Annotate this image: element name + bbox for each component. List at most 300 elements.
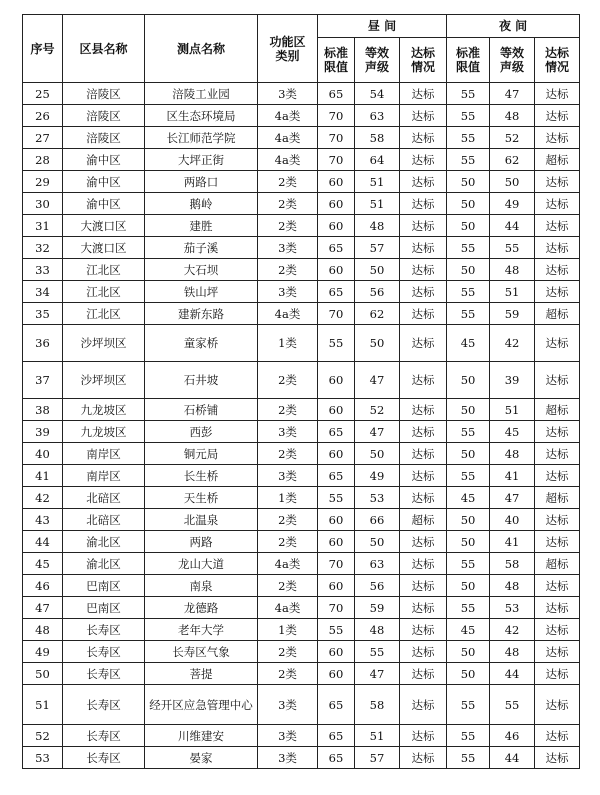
zone-cell: 4a类 — [258, 597, 318, 619]
site-cell: 两路 — [145, 531, 258, 553]
day-status-cell: 达标 — [400, 663, 447, 685]
night-leq-cell: 48 — [490, 259, 535, 281]
site-cell: 两路口 — [145, 171, 258, 193]
district-cell: 渝北区 — [63, 553, 145, 575]
day-status-cell: 达标 — [400, 303, 447, 325]
site-cell: 童家桥 — [145, 325, 258, 362]
header-day-limit — [318, 38, 355, 83]
night-leq-cell: 44 — [490, 747, 535, 769]
district-cell: 沙坪坝区 — [63, 362, 145, 399]
night-leq-cell: 44 — [490, 663, 535, 685]
night-status-cell: 达标 — [535, 747, 580, 769]
day-limit-cell: 60 — [318, 531, 355, 553]
day-status-cell: 达标 — [400, 83, 447, 105]
site-cell: 石桥铺 — [145, 399, 258, 421]
night-leq-cell: 40 — [490, 509, 535, 531]
district-cell: 涪陵区 — [63, 127, 145, 149]
table-row — [23, 641, 580, 663]
header-night-leq-line2: 声级 — [500, 60, 525, 74]
header-func-zone-line1: 功能区 — [269, 34, 306, 49]
district-cell: 南岸区 — [63, 465, 145, 487]
zone-cell: 2类 — [258, 663, 318, 685]
night-limit-cell: 55 — [447, 149, 490, 171]
night-status-cell: 达标 — [535, 725, 580, 747]
night-status-cell: 达标 — [535, 193, 580, 215]
site-cell: 铁山坪 — [145, 281, 258, 303]
night-status-cell: 达标 — [535, 83, 580, 105]
night-status-cell: 达标 — [535, 127, 580, 149]
table-row — [23, 193, 580, 215]
seq-cell: 43 — [23, 509, 63, 531]
day-status-cell: 达标 — [400, 685, 447, 725]
district-cell: 南岸区 — [63, 443, 145, 465]
day-limit-cell: 60 — [318, 399, 355, 421]
header-day-status — [400, 38, 447, 83]
header-night: 夜 间 — [447, 15, 580, 38]
seq-cell: 49 — [23, 641, 63, 663]
day-leq-cell: 50 — [355, 531, 400, 553]
day-leq-cell: 63 — [355, 105, 400, 127]
night-limit-cell: 55 — [447, 725, 490, 747]
site-cell: 西彭 — [145, 421, 258, 443]
seq-cell: 27 — [23, 127, 63, 149]
header-site: 测点名称 — [145, 15, 258, 83]
site-cell: 龙德路 — [145, 597, 258, 619]
table-row — [23, 663, 580, 685]
site-cell: 经开区应急管理中心 — [145, 685, 258, 725]
day-status-cell: 达标 — [400, 149, 447, 171]
zone-cell: 3类 — [258, 237, 318, 259]
night-limit-cell: 55 — [447, 237, 490, 259]
night-status-cell: 达标 — [535, 421, 580, 443]
day-limit-cell: 70 — [318, 105, 355, 127]
district-cell: 江北区 — [63, 303, 145, 325]
site-cell: 大石坝 — [145, 259, 258, 281]
night-leq-cell: 53 — [490, 597, 535, 619]
site-cell: 川维建安 — [145, 725, 258, 747]
seq-cell: 26 — [23, 105, 63, 127]
night-status-cell: 超标 — [535, 553, 580, 575]
day-limit-cell: 55 — [318, 487, 355, 509]
day-leq-cell: 47 — [355, 362, 400, 399]
zone-cell: 3类 — [258, 725, 318, 747]
night-limit-cell: 55 — [447, 83, 490, 105]
header-seq: 序号 — [23, 15, 63, 83]
day-limit-cell: 65 — [318, 281, 355, 303]
night-limit-cell: 55 — [447, 127, 490, 149]
day-limit-cell: 55 — [318, 325, 355, 362]
day-leq-cell: 54 — [355, 83, 400, 105]
header-day-status-line1: 达标 — [411, 46, 436, 60]
district-cell: 江北区 — [63, 281, 145, 303]
site-cell: 铜元局 — [145, 443, 258, 465]
day-status-cell: 达标 — [400, 215, 447, 237]
seq-cell: 46 — [23, 575, 63, 597]
table-row — [23, 597, 580, 619]
day-limit-cell: 70 — [318, 303, 355, 325]
header-row-top — [23, 15, 580, 38]
day-limit-cell: 65 — [318, 237, 355, 259]
day-leq-cell: 66 — [355, 509, 400, 531]
day-leq-cell: 57 — [355, 237, 400, 259]
night-status-cell: 超标 — [535, 399, 580, 421]
header-night-leq-line1: 等效 — [500, 46, 525, 60]
night-status-cell: 达标 — [535, 685, 580, 725]
night-status-cell: 达标 — [535, 281, 580, 303]
seq-cell: 51 — [23, 685, 63, 725]
table-row — [23, 237, 580, 259]
night-status-cell: 达标 — [535, 259, 580, 281]
zone-cell: 2类 — [258, 509, 318, 531]
district-cell: 长寿区 — [63, 747, 145, 769]
day-status-cell: 达标 — [400, 465, 447, 487]
day-limit-cell: 70 — [318, 553, 355, 575]
seq-cell: 37 — [23, 362, 63, 399]
seq-cell: 29 — [23, 171, 63, 193]
night-leq-cell: 39 — [490, 362, 535, 399]
seq-cell: 52 — [23, 725, 63, 747]
day-status-cell: 达标 — [400, 281, 447, 303]
header-func-zone-line2: 类别 — [275, 48, 300, 63]
day-status-cell: 超标 — [400, 509, 447, 531]
site-cell: 石井坡 — [145, 362, 258, 399]
day-limit-cell: 60 — [318, 259, 355, 281]
site-cell: 建新东路 — [145, 303, 258, 325]
district-cell: 长寿区 — [63, 663, 145, 685]
night-limit-cell: 55 — [447, 465, 490, 487]
night-leq-cell: 41 — [490, 531, 535, 553]
night-limit-cell: 50 — [447, 399, 490, 421]
day-status-cell: 达标 — [400, 171, 447, 193]
header-night-limit-line2: 限值 — [456, 60, 481, 74]
zone-cell: 4a类 — [258, 105, 318, 127]
day-leq-cell: 48 — [355, 215, 400, 237]
day-leq-cell: 58 — [355, 127, 400, 149]
day-status-cell: 达标 — [400, 237, 447, 259]
table-row — [23, 685, 580, 725]
night-status-cell: 达标 — [535, 575, 580, 597]
seq-cell: 42 — [23, 487, 63, 509]
site-cell: 北温泉 — [145, 509, 258, 531]
zone-cell: 3类 — [258, 465, 318, 487]
header-night-limit-line1: 标准 — [456, 46, 481, 60]
zone-cell: 3类 — [258, 685, 318, 725]
table-row — [23, 171, 580, 193]
night-leq-cell: 42 — [490, 619, 535, 641]
day-leq-cell: 58 — [355, 685, 400, 725]
day-status-cell: 达标 — [400, 641, 447, 663]
zone-cell: 2类 — [258, 259, 318, 281]
night-status-cell: 达标 — [535, 325, 580, 362]
table-row — [23, 725, 580, 747]
site-cell: 涪陵工业园 — [145, 83, 258, 105]
night-leq-cell: 51 — [490, 399, 535, 421]
day-leq-cell: 59 — [355, 597, 400, 619]
day-limit-cell: 60 — [318, 443, 355, 465]
night-status-cell: 达标 — [535, 597, 580, 619]
table-row — [23, 487, 580, 509]
day-status-cell: 达标 — [400, 597, 447, 619]
seq-cell: 39 — [23, 421, 63, 443]
day-limit-cell: 60 — [318, 193, 355, 215]
district-cell: 北碚区 — [63, 509, 145, 531]
seq-cell: 32 — [23, 237, 63, 259]
district-cell: 涪陵区 — [63, 83, 145, 105]
night-status-cell: 达标 — [535, 215, 580, 237]
seq-cell: 47 — [23, 597, 63, 619]
day-leq-cell: 56 — [355, 281, 400, 303]
night-leq-cell: 58 — [490, 553, 535, 575]
day-status-cell: 达标 — [400, 487, 447, 509]
seq-cell: 41 — [23, 465, 63, 487]
header-day-limit-line2: 限值 — [323, 60, 348, 74]
night-leq-cell: 62 — [490, 149, 535, 171]
table-row — [23, 149, 580, 171]
night-leq-cell: 50 — [490, 171, 535, 193]
night-limit-cell: 50 — [447, 171, 490, 193]
night-limit-cell: 50 — [447, 663, 490, 685]
day-limit-cell: 60 — [318, 575, 355, 597]
district-cell: 沙坪坝区 — [63, 325, 145, 362]
seq-cell: 45 — [23, 553, 63, 575]
site-cell: 南泉 — [145, 575, 258, 597]
site-cell: 晏家 — [145, 747, 258, 769]
district-cell: 巴南区 — [63, 575, 145, 597]
day-leq-cell: 51 — [355, 171, 400, 193]
header-night-status — [535, 38, 580, 83]
day-status-cell: 达标 — [400, 362, 447, 399]
table-row — [23, 443, 580, 465]
day-leq-cell: 51 — [355, 193, 400, 215]
day-status-cell: 达标 — [400, 747, 447, 769]
header-day-status-line2: 情况 — [411, 60, 436, 74]
day-limit-cell: 60 — [318, 171, 355, 193]
day-limit-cell: 55 — [318, 619, 355, 641]
table-row — [23, 83, 580, 105]
night-limit-cell: 55 — [447, 597, 490, 619]
night-limit-cell: 45 — [447, 619, 490, 641]
header-night-status-line1: 达标 — [545, 46, 570, 60]
night-leq-cell: 47 — [490, 83, 535, 105]
table-body — [23, 83, 580, 769]
day-limit-cell: 65 — [318, 421, 355, 443]
seq-cell: 25 — [23, 83, 63, 105]
day-leq-cell: 57 — [355, 747, 400, 769]
day-status-cell: 达标 — [400, 193, 447, 215]
day-leq-cell: 63 — [355, 553, 400, 575]
night-limit-cell: 50 — [447, 215, 490, 237]
table-row — [23, 509, 580, 531]
day-status-cell: 达标 — [400, 421, 447, 443]
seq-cell: 30 — [23, 193, 63, 215]
day-leq-cell: 50 — [355, 325, 400, 362]
night-limit-cell: 55 — [447, 421, 490, 443]
day-status-cell: 达标 — [400, 531, 447, 553]
table-row — [23, 325, 580, 362]
day-leq-cell: 50 — [355, 443, 400, 465]
district-cell: 长寿区 — [63, 725, 145, 747]
night-leq-cell: 46 — [490, 725, 535, 747]
night-leq-cell: 47 — [490, 487, 535, 509]
table-row — [23, 281, 580, 303]
zone-cell: 3类 — [258, 747, 318, 769]
day-leq-cell: 62 — [355, 303, 400, 325]
site-cell: 老年大学 — [145, 619, 258, 641]
site-cell: 大坪正街 — [145, 149, 258, 171]
table-row — [23, 575, 580, 597]
day-status-cell: 达标 — [400, 399, 447, 421]
seq-cell: 31 — [23, 215, 63, 237]
seq-cell: 53 — [23, 747, 63, 769]
day-limit-cell: 70 — [318, 149, 355, 171]
night-status-cell: 达标 — [535, 105, 580, 127]
seq-cell: 35 — [23, 303, 63, 325]
night-leq-cell: 59 — [490, 303, 535, 325]
zone-cell: 4a类 — [258, 303, 318, 325]
site-cell: 龙山大道 — [145, 553, 258, 575]
day-leq-cell: 49 — [355, 465, 400, 487]
day-status-cell: 达标 — [400, 553, 447, 575]
day-leq-cell: 55 — [355, 641, 400, 663]
day-leq-cell: 50 — [355, 259, 400, 281]
day-limit-cell: 60 — [318, 641, 355, 663]
district-cell: 九龙坡区 — [63, 421, 145, 443]
day-limit-cell: 60 — [318, 663, 355, 685]
night-leq-cell: 49 — [490, 193, 535, 215]
seq-cell: 34 — [23, 281, 63, 303]
noise-monitoring-table — [22, 14, 580, 769]
district-cell: 渝中区 — [63, 149, 145, 171]
zone-cell: 2类 — [258, 362, 318, 399]
district-cell: 渝北区 — [63, 531, 145, 553]
zone-cell: 4a类 — [258, 553, 318, 575]
zone-cell: 2类 — [258, 531, 318, 553]
site-cell: 鹅岭 — [145, 193, 258, 215]
night-limit-cell: 50 — [447, 531, 490, 553]
night-limit-cell: 50 — [447, 641, 490, 663]
district-cell: 北碚区 — [63, 487, 145, 509]
night-status-cell: 达标 — [535, 443, 580, 465]
table-row — [23, 105, 580, 127]
night-limit-cell: 50 — [447, 509, 490, 531]
night-limit-cell: 50 — [447, 259, 490, 281]
day-leq-cell: 51 — [355, 725, 400, 747]
header-func-zone — [258, 15, 318, 83]
night-status-cell: 超标 — [535, 303, 580, 325]
zone-cell: 1类 — [258, 325, 318, 362]
header-night-limit — [447, 38, 490, 83]
district-cell: 渝中区 — [63, 193, 145, 215]
district-cell: 长寿区 — [63, 685, 145, 725]
day-limit-cell: 70 — [318, 597, 355, 619]
table-row — [23, 215, 580, 237]
day-leq-cell: 52 — [355, 399, 400, 421]
zone-cell: 2类 — [258, 443, 318, 465]
table-row — [23, 259, 580, 281]
site-cell: 菩提 — [145, 663, 258, 685]
district-cell: 九龙坡区 — [63, 399, 145, 421]
night-leq-cell: 48 — [490, 443, 535, 465]
site-cell: 长寿区气象 — [145, 641, 258, 663]
night-limit-cell: 45 — [447, 487, 490, 509]
night-limit-cell: 45 — [447, 325, 490, 362]
day-status-cell: 达标 — [400, 575, 447, 597]
zone-cell: 3类 — [258, 421, 318, 443]
day-status-cell: 达标 — [400, 443, 447, 465]
day-limit-cell: 65 — [318, 83, 355, 105]
zone-cell: 3类 — [258, 83, 318, 105]
night-status-cell: 达标 — [535, 465, 580, 487]
night-leq-cell: 48 — [490, 575, 535, 597]
night-status-cell: 达标 — [535, 509, 580, 531]
night-status-cell: 达标 — [535, 362, 580, 399]
zone-cell: 1类 — [258, 487, 318, 509]
zone-cell: 2类 — [258, 193, 318, 215]
zone-cell: 2类 — [258, 171, 318, 193]
day-status-cell: 达标 — [400, 127, 447, 149]
day-status-cell: 达标 — [400, 325, 447, 362]
header-district: 区县名称 — [63, 15, 145, 83]
night-status-cell: 达标 — [535, 619, 580, 641]
seq-cell: 36 — [23, 325, 63, 362]
zone-cell: 4a类 — [258, 127, 318, 149]
seq-cell: 38 — [23, 399, 63, 421]
seq-cell: 33 — [23, 259, 63, 281]
day-leq-cell: 48 — [355, 619, 400, 641]
day-limit-cell: 65 — [318, 685, 355, 725]
day-limit-cell: 60 — [318, 362, 355, 399]
table-row — [23, 619, 580, 641]
site-cell: 区生态环境局 — [145, 105, 258, 127]
night-limit-cell: 55 — [447, 303, 490, 325]
night-limit-cell: 55 — [447, 685, 490, 725]
night-leq-cell: 51 — [490, 281, 535, 303]
night-limit-cell: 55 — [447, 747, 490, 769]
day-leq-cell: 53 — [355, 487, 400, 509]
night-limit-cell: 50 — [447, 362, 490, 399]
header-night-status-line2: 情况 — [545, 60, 570, 74]
district-cell: 大渡口区 — [63, 215, 145, 237]
night-limit-cell: 50 — [447, 443, 490, 465]
night-leq-cell: 55 — [490, 237, 535, 259]
day-leq-cell: 64 — [355, 149, 400, 171]
night-limit-cell: 50 — [447, 193, 490, 215]
day-leq-cell: 47 — [355, 663, 400, 685]
district-cell: 渝中区 — [63, 171, 145, 193]
table-row — [23, 303, 580, 325]
night-limit-cell: 50 — [447, 575, 490, 597]
district-cell: 巴南区 — [63, 597, 145, 619]
district-cell: 长寿区 — [63, 619, 145, 641]
zone-cell: 1类 — [258, 619, 318, 641]
header-day-leq — [355, 38, 400, 83]
seq-cell: 50 — [23, 663, 63, 685]
day-status-cell: 达标 — [400, 105, 447, 127]
table-row — [23, 465, 580, 487]
day-status-cell: 达标 — [400, 619, 447, 641]
day-leq-cell: 56 — [355, 575, 400, 597]
night-status-cell: 超标 — [535, 149, 580, 171]
district-cell: 长寿区 — [63, 641, 145, 663]
night-status-cell: 达标 — [535, 171, 580, 193]
table-row — [23, 399, 580, 421]
night-status-cell: 达标 — [535, 641, 580, 663]
night-status-cell: 达标 — [535, 663, 580, 685]
table-row — [23, 421, 580, 443]
site-cell: 长江师范学院 — [145, 127, 258, 149]
district-cell: 大渡口区 — [63, 237, 145, 259]
day-limit-cell: 60 — [318, 215, 355, 237]
